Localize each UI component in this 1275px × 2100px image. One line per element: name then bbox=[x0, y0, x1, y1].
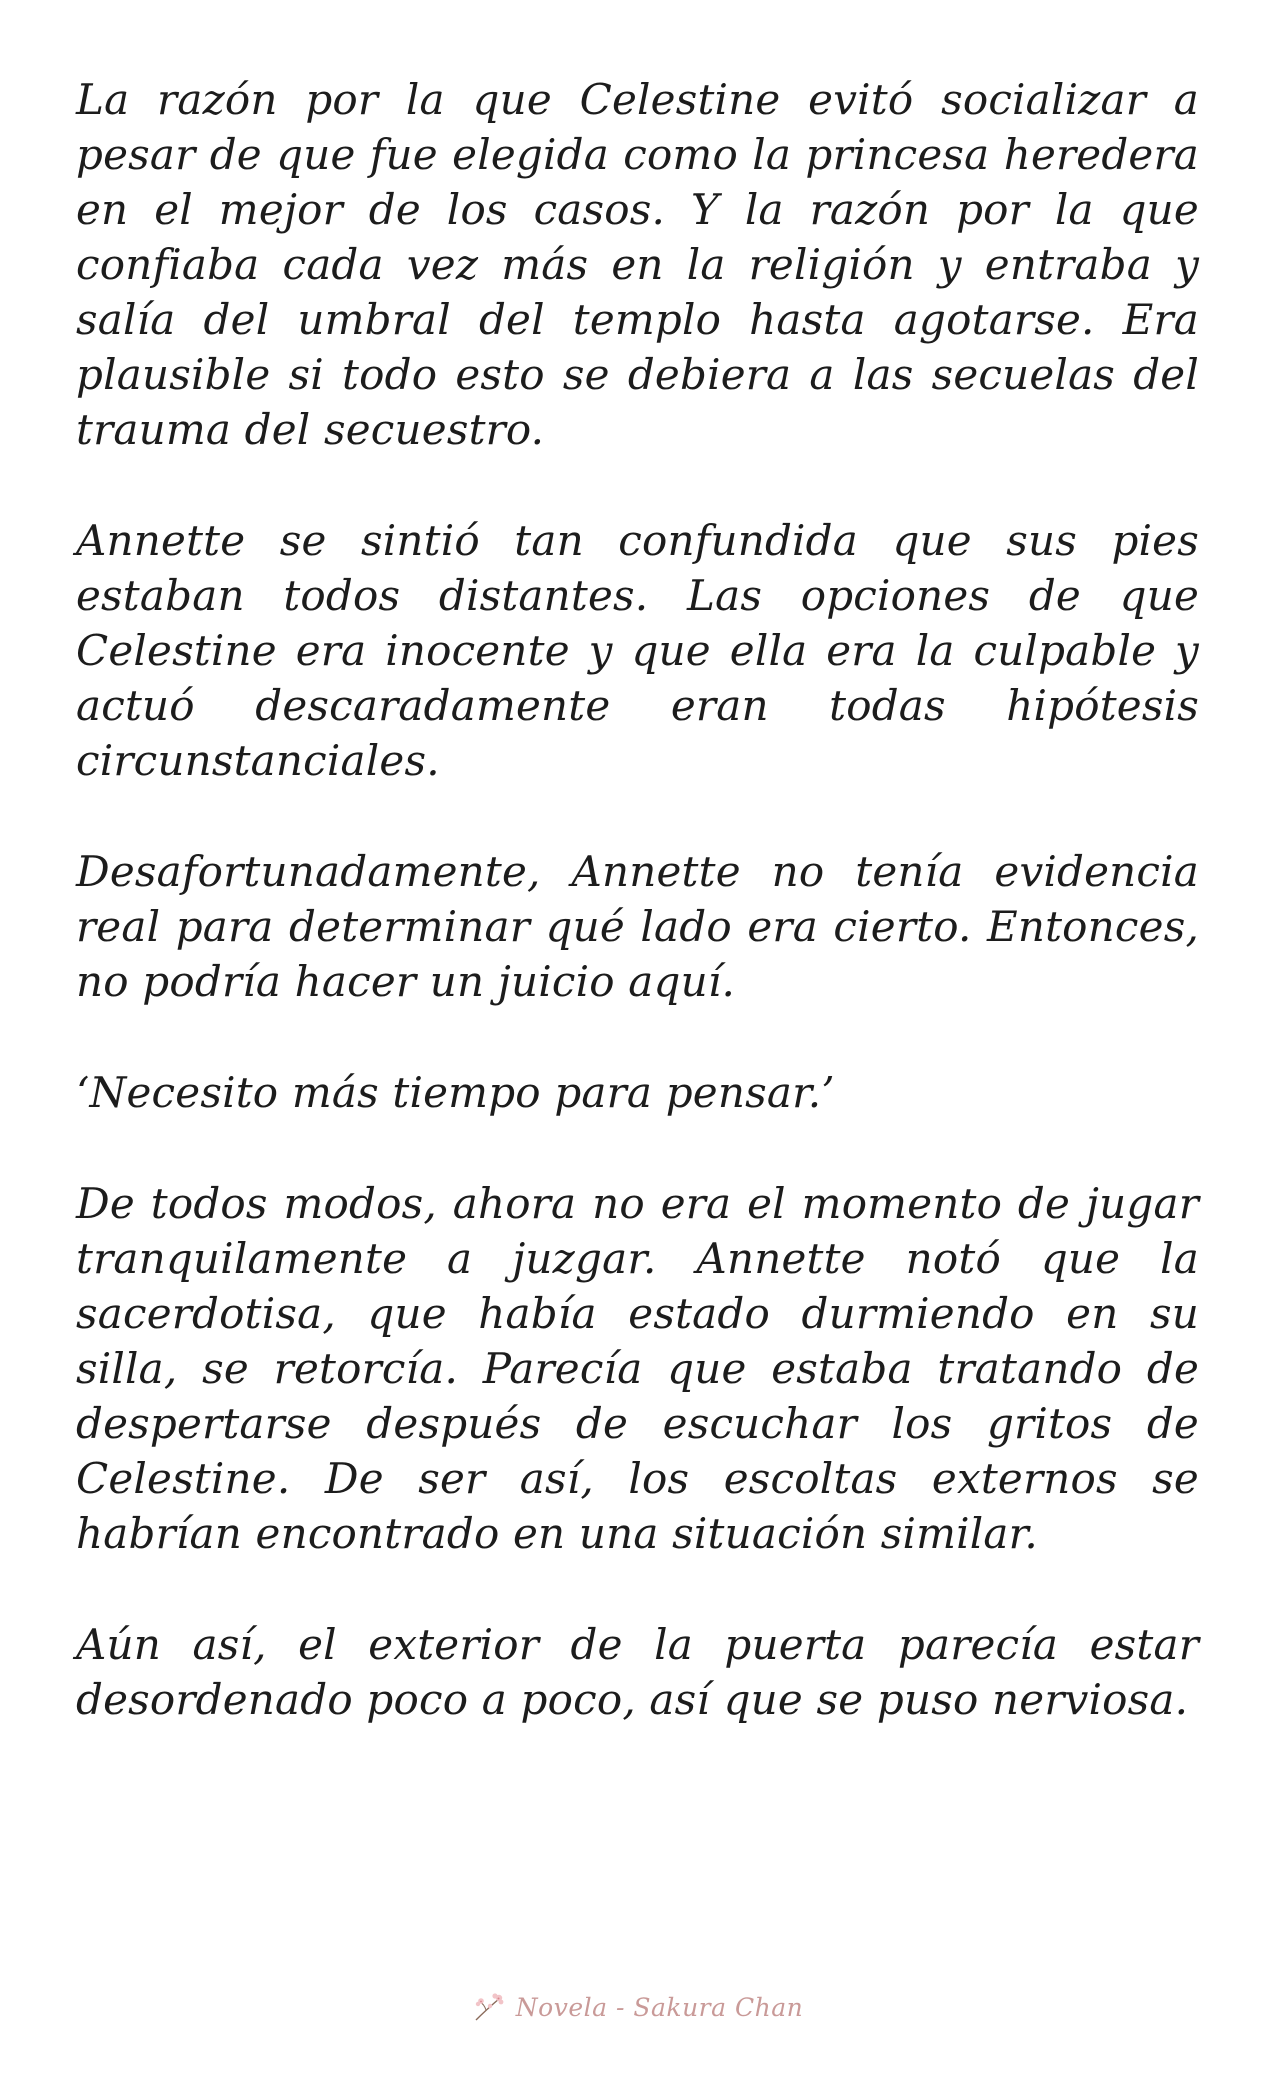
document-body bbox=[76, 72, 1199, 1783]
footer-text: Novela - Sakura Chan bbox=[515, 1992, 804, 2022]
paragraph-5: De todos modos, ahora no era el momento de jugar tranquilamente a juzgar. Annette notó que la sacerdotisa, que había estado durmiendo en su silla, se retorcía. Parecía que estaba tratando de despertarse después de escuchar los gritos de Celestine. De ser así, los escoltas externos se habrían encontrado en una situación similar. bbox=[76, 1179, 1199, 1558]
paragraph-6: Aún así, el exterior de la puerta parecía estar desordenado poco a poco, así que se puso nerviosa. bbox=[76, 1620, 1199, 1724]
paragraph-1: La razón por la que Celestine evitó socializar a pesar de que fue elegida como la princesa heredera en el mejor de los casos. Y la razón por la que confiaba cada vez más en la religión y entraba y salía del umbral del templo hasta agotarse. Era plausible si todo esto se debiera a las secuelas del trauma del secuestro. bbox=[76, 75, 1199, 454]
paragraph-4: ‘Necesito más tiempo para pensar.’ bbox=[76, 1068, 835, 1117]
paragraph-3: Desafortunadamente, Annette no tenía evidencia real para determinar qué lado era cierto. Entonces, no podría hacer un juicio aquí. bbox=[76, 847, 1199, 1006]
cherry-blossom-icon bbox=[472, 1990, 506, 2024]
paragraph-2: Annette se sintió tan confundida que sus pies estaban todos distantes. Las opciones de que Celestine era inocente y que ella era la culpable y actuó descaradamente eran todas hipótesis circunstanciales. bbox=[76, 516, 1199, 785]
footer-watermark bbox=[0, 1990, 1275, 2024]
